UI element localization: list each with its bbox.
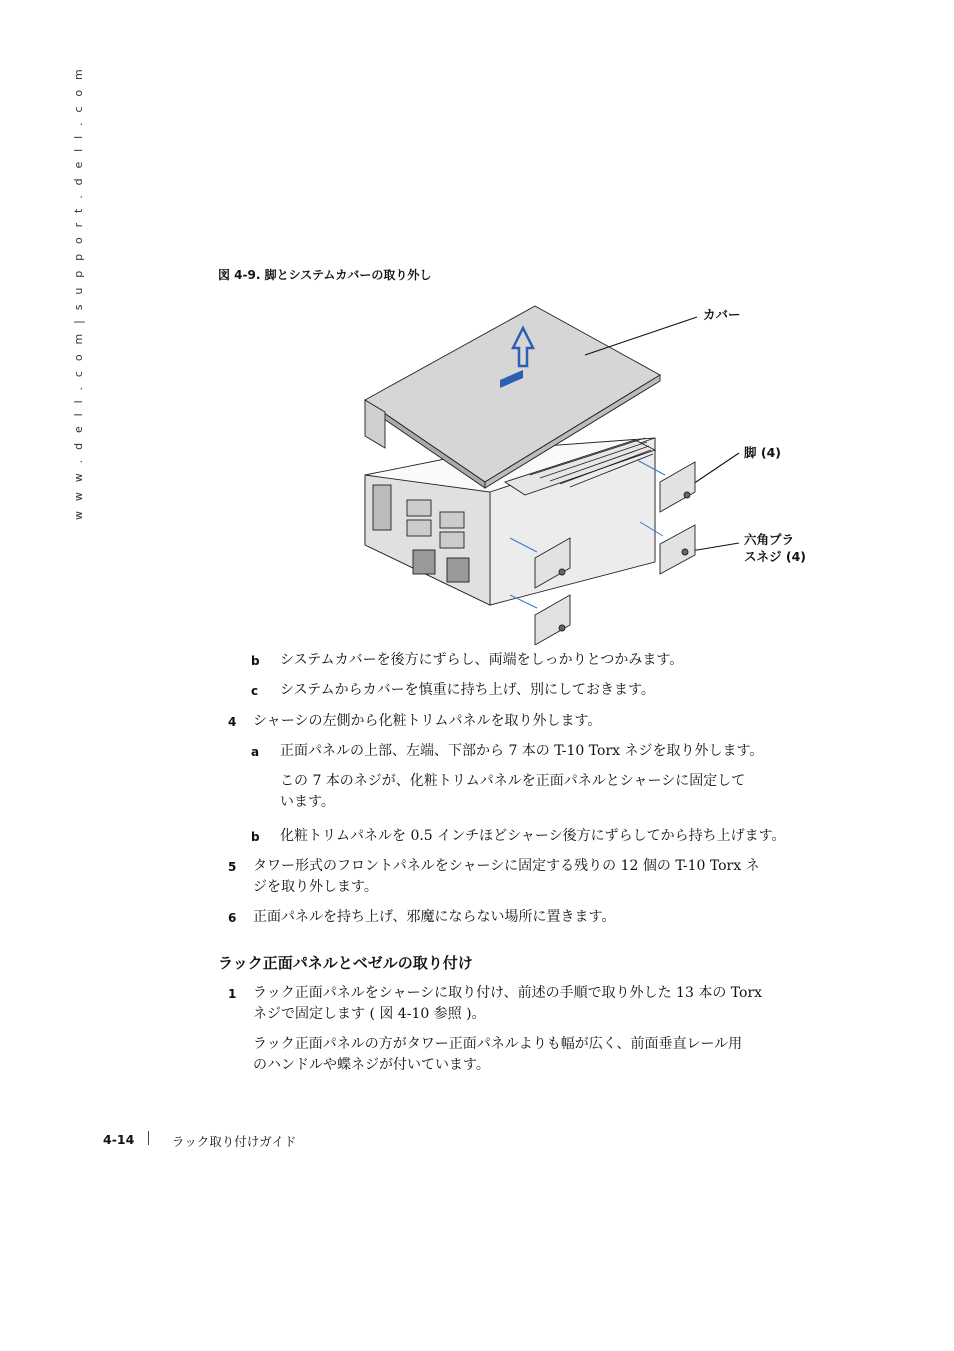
- step-c-text: システムからカバーを慎重に持ち上げ、別にしておきます。: [280, 682, 655, 698]
- step-marker-6: 6: [228, 911, 237, 925]
- step-a-note-line2: います。: [280, 794, 335, 810]
- step-marker-a: a: [251, 745, 260, 759]
- section-step-1-line1: ラック正面パネルをシャーシに取り付け、前述の手順で取り外した 13 本の Torx: [253, 985, 763, 1001]
- step-5-line1: タワー形式のフロントパネルをシャーシに固定する残りの 12 個の T-10 Torx ネ: [253, 858, 760, 874]
- step-6-text: 正面パネルを持ち上げ、邪魔にならない場所に置きます。: [253, 909, 616, 925]
- footer-divider: [148, 1131, 149, 1145]
- section-step-marker-1: 1: [228, 987, 237, 1001]
- callout-feet: 脚 (4): [744, 445, 781, 460]
- side-url: w w w . d e l l . c o m | s u p p o r t . d e l l . c o m: [72, 66, 85, 520]
- callout-screw-line2: スネジ (4): [744, 549, 806, 564]
- figure-caption: 図 4-9. 脚とシステムカバーの取り外し: [218, 268, 432, 282]
- step-marker-5: 5: [228, 860, 237, 874]
- footer-title: ラック取り付けガイド: [172, 1134, 297, 1149]
- section-step-1-line2: ネジで固定します ( 図 4-10 参照 )。: [253, 1006, 486, 1022]
- section-title: ラック正面パネルとベゼルの取り付け: [218, 954, 473, 972]
- step-b2-text: 化粧トリムパネルを 0.5 インチほどシャーシ後方にずらしてから持ち上げます。: [280, 828, 786, 844]
- foot-2: [660, 525, 695, 574]
- step-4-text: シャーシの左側から化粧トリムパネルを取り外します。: [253, 713, 602, 729]
- foot-1: [660, 462, 695, 512]
- step-a-note-line1: この 7 本のネジが、化粧トリムパネルを正面パネルとシャーシに固定して: [280, 773, 746, 789]
- callout-screw-line1: 六角プラ: [744, 532, 795, 547]
- step-b-text: システムカバーを後方にずらし、両端をしっかりとつかみます。: [280, 652, 684, 668]
- step-marker-b: b: [251, 654, 260, 668]
- step-a-text: 正面パネルの上部、左端、下部から 7 本の T-10 Torx ネジを取り外します。: [280, 743, 764, 759]
- foot-4: [535, 595, 570, 645]
- step-5-line2: ジを取り外します。: [253, 879, 378, 895]
- section-note-line2: のハンドルや蝶ネジが付いています。: [253, 1057, 490, 1073]
- figure-illustration: [355, 300, 825, 645]
- step-marker-c: c: [251, 684, 259, 698]
- section-note-line1: ラック正面パネルの方がタワー正面パネルよりも幅が広く、前面垂直レール用: [253, 1036, 743, 1052]
- step-marker-4: 4: [228, 715, 237, 729]
- page-number: 4-14: [103, 1132, 135, 1147]
- callout-cover: カバー: [703, 307, 741, 322]
- step-marker-b2: b: [251, 830, 260, 844]
